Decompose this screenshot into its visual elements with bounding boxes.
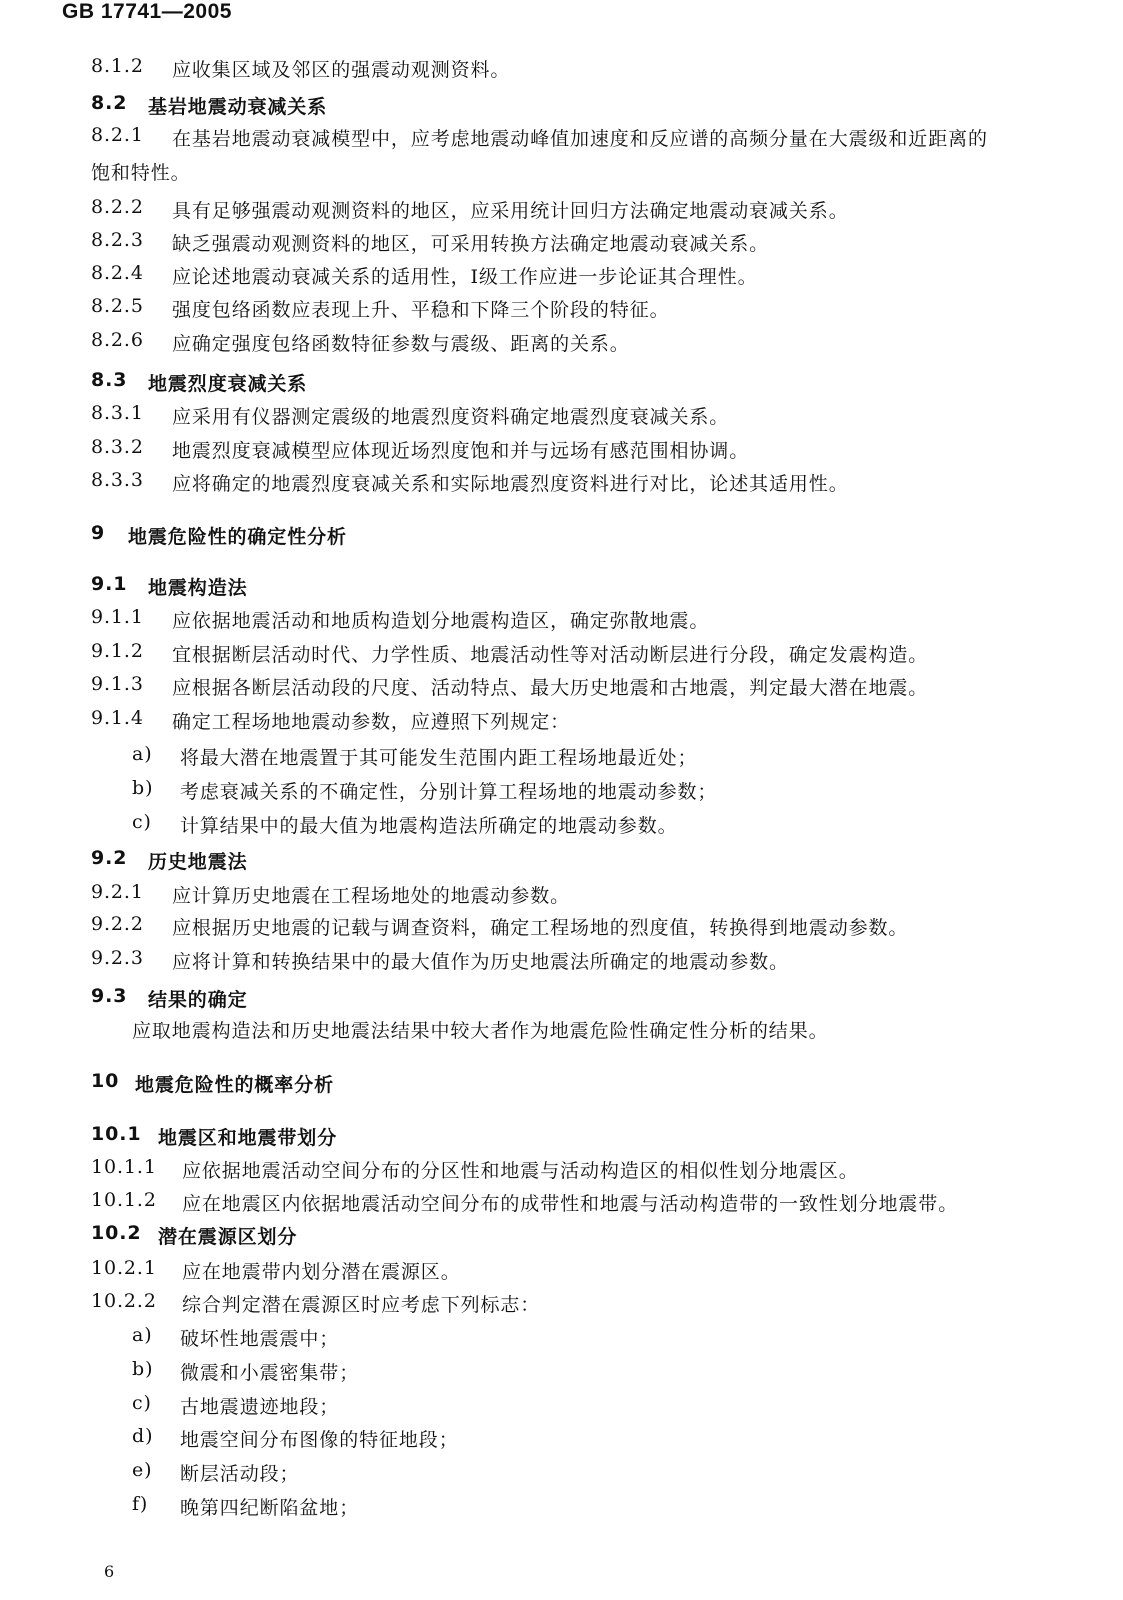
clause-text: 潜在震源区划分 <box>158 1226 298 1248</box>
clause-text: 确定工程场地地震动参数，应遵照下列规定： <box>172 711 571 733</box>
clause-text: 在基岩地震动衰减模型中，应考虑地震动峰值加速度和反应谱的高频分量在大震级和近距离的 <box>172 128 988 150</box>
clause-number: 9.2.1 <box>91 881 144 903</box>
list-item-text: 考虑衰减关系的不确定性，分别计算工程场地的地震动参数； <box>180 781 718 803</box>
clause-text: 应将计算和转换结果中的最大值作为历史地震法所确定的地震动参数。 <box>172 951 789 973</box>
clause-text: 应收集区域及邻区的强震动观测资料。 <box>172 59 511 81</box>
clause-text: 应计算历史地震在工程场地处的地震动参数。 <box>172 885 571 907</box>
list-item-text: 晚第四纪断陷盆地； <box>180 1497 360 1519</box>
clause-text: 应论述地震动衰减关系的适用性，Ⅰ级工作应进一步论证其合理性。 <box>172 266 758 288</box>
clause-text: 地震烈度衰减关系 <box>148 373 308 395</box>
clause-text: 地震区和地震带划分 <box>158 1127 338 1149</box>
clause-number: 9.1.2 <box>91 640 144 662</box>
list-item-marker: a) <box>132 1324 153 1346</box>
list-item-marker: c) <box>132 1392 152 1414</box>
clause-text: 应将确定的地震烈度衰减关系和实际地震烈度资料进行对比，论述其适用性。 <box>172 473 849 495</box>
clause-text: 应在地震带内划分潜在震源区。 <box>182 1261 461 1283</box>
clause-number: 8.2.5 <box>91 295 144 317</box>
clause-number: 9 <box>91 522 106 544</box>
clause-number: 8.1.2 <box>91 55 144 77</box>
list-item-marker: c) <box>132 811 152 833</box>
clause-text: 地震危险性的确定性分析 <box>128 526 347 548</box>
clause-text: 应在地震区内依据地震活动空间分布的成带性和地震与活动构造带的一致性划分地震带。 <box>182 1193 959 1215</box>
clause-number: 9.1.1 <box>91 606 144 628</box>
clause-number: 9.3 <box>91 985 128 1007</box>
list-item-text: 计算结果中的最大值为地震构造法所确定的地震动参数。 <box>180 815 678 837</box>
clause-text: 具有足够强震动观测资料的地区，应采用统计回归方法确定地震动衰减关系。 <box>172 200 849 222</box>
clause-text: 结果的确定 <box>148 989 248 1011</box>
list-item-text: 破坏性地震震中； <box>180 1328 340 1350</box>
clause-number: 8.3.2 <box>91 436 144 458</box>
clause-number: 9.2.3 <box>91 947 144 969</box>
list-item-marker: a) <box>132 743 153 765</box>
clause-number: 8.2.1 <box>91 124 144 146</box>
clause-text: 综合判定潜在震源区时应考虑下列标志： <box>182 1294 541 1316</box>
clause-text: 应根据历史地震的记载与调查资料，确定工程场地的烈度值，转换得到地震动参数。 <box>172 917 909 939</box>
clause-text: 饱和特性。 <box>91 162 191 184</box>
page-number: 6 <box>104 1562 115 1581</box>
clause-number: 8.2.6 <box>91 329 144 351</box>
clause-number: 9.1.4 <box>91 707 144 729</box>
clause-number: 8.3.3 <box>91 469 144 491</box>
clause-text: 应依据地震活动空间分布的分区性和地震与活动构造区的相似性划分地震区。 <box>182 1160 859 1182</box>
clause-number: 8.2.3 <box>91 229 144 251</box>
clause-number: 8.2.2 <box>91 196 144 218</box>
clause-number: 10 <box>91 1070 120 1092</box>
clause-number: 10.1.1 <box>91 1156 157 1178</box>
clause-text: 应确定强度包络函数特征参数与震级、距离的关系。 <box>172 333 630 355</box>
clause-number: 10.1 <box>91 1123 142 1145</box>
clause-number: 9.2.2 <box>91 913 144 935</box>
clause-number: 8.3 <box>91 369 128 391</box>
clause-number: 8.2 <box>91 92 128 114</box>
clause-number: 9.1 <box>91 573 128 595</box>
clause-text: 应采用有仪器测定震级的地震烈度资料确定地震烈度衰减关系。 <box>172 406 730 428</box>
list-item-text: 古地震遗迹地段； <box>180 1396 340 1418</box>
clause-text: 应根据各断层活动段的尺度、活动特点、最大历史地震和古地震，判定最大潜在地震。 <box>172 677 929 699</box>
clause-text: 基岩地震动衰减关系 <box>148 96 328 118</box>
clause-text: 缺乏强震动观测资料的地区，可采用转换方法确定地震动衰减关系。 <box>172 233 770 255</box>
clause-number: 10.2.2 <box>91 1290 157 1312</box>
list-item-marker: b) <box>132 777 154 799</box>
clause-number: 8.3.1 <box>91 402 144 424</box>
list-item-text: 断层活动段； <box>180 1463 300 1485</box>
list-item-text: 地震空间分布图像的特征地段； <box>180 1429 459 1451</box>
clause-text: 历史地震法 <box>148 851 248 873</box>
clause-text: 应依据地震活动和地质构造划分地震构造区，确定弥散地震。 <box>172 610 710 632</box>
clause-number: 8.2.4 <box>91 262 144 284</box>
clause-number: 9.2 <box>91 847 128 869</box>
clause-number: 9.1.3 <box>91 673 144 695</box>
list-item-marker: f) <box>132 1493 149 1515</box>
clause-text: 强度包络函数应表现上升、平稳和下降三个阶段的特征。 <box>172 299 670 321</box>
clause-text: 应取地震构造法和历史地震法结果中较大者作为地震危险性确定性分析的结果。 <box>132 1020 829 1042</box>
clause-number: 10.2 <box>91 1222 142 1244</box>
list-item-marker: b) <box>132 1358 154 1380</box>
list-item-marker: e) <box>132 1459 153 1481</box>
clause-text: 地震危险性的概率分析 <box>135 1074 335 1096</box>
list-item-text: 微震和小震密集带； <box>180 1362 360 1384</box>
standard-code-header: GB 17741—2005 <box>62 0 232 23</box>
clause-text: 地震烈度衰减模型应体现近场烈度饱和并与远场有感范围相协调。 <box>172 440 750 462</box>
list-item-marker: d) <box>132 1425 154 1447</box>
clause-text: 地震构造法 <box>148 577 248 599</box>
clause-number: 10.2.1 <box>91 1257 157 1279</box>
list-item-text: 将最大潜在地震置于其可能发生范围内距工程场地最近处； <box>180 747 698 769</box>
clause-number: 10.1.2 <box>91 1189 157 1211</box>
clause-text: 宜根据断层活动时代、力学性质、地震活动性等对活动断层进行分段，确定发震构造。 <box>172 644 929 666</box>
